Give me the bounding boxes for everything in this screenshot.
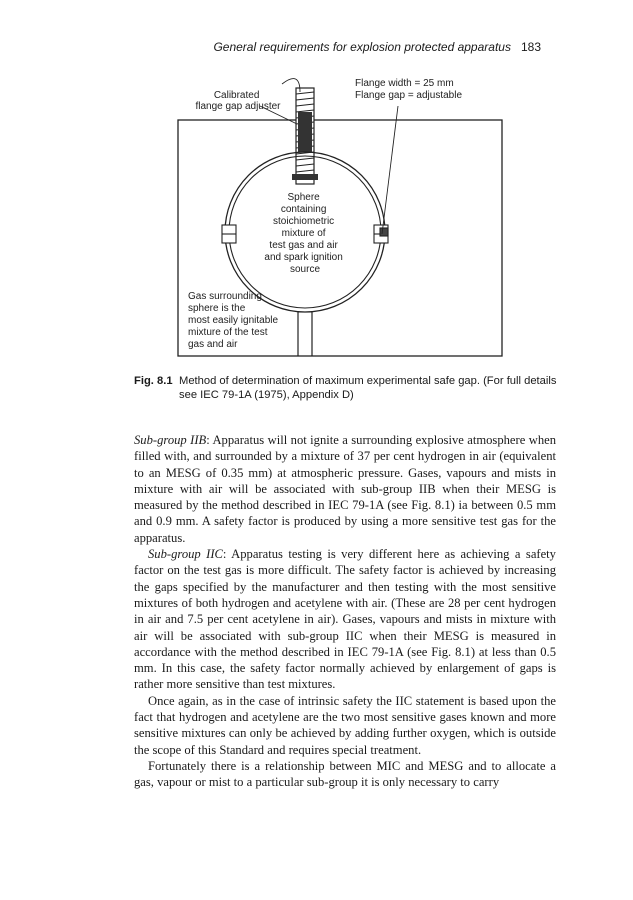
paragraph-iib-lead: Sub-group IIB: [134, 433, 207, 447]
label-sphere-2: containing: [280, 204, 327, 215]
label-adjuster-line2: flange gap adjuster: [195, 101, 281, 112]
figure-caption: [134, 374, 564, 402]
label-flange-width: Flange width = 25 mm: [355, 78, 454, 89]
running-title: General requirements for explosion protected apparatus: [213, 40, 511, 54]
label-gas-3: most easily ignitable: [188, 315, 279, 326]
label-sphere-6: and spark ignition: [264, 252, 343, 263]
page-number: 183: [520, 40, 541, 54]
figure-caption-text: Method of determination of maximum experimental safe gap. (For full details see IEC 79-1A (1975), Appendix D): [179, 375, 557, 401]
paragraph-iic-text: : Apparatus testing is very different here as achieving a safety factor on the test gas is more difficult. The safety factor is achieved by increasing the gaps specified by the manufacturer and then testing with the most sensitive mixtures of both hydrogen and acetylene with air. (These are 28 per cent hydrogen in air and 7.5 per cent acetylene in air). Gases, vapours and mists in mixture with air will be associated with sub-group IIC when their MESG is measured in accordance with the method described in IEC 79-1A (see Fig. 8.1) at less than 0.5 mm. In this case, the safety factor normally achieved by enlargement of gaps is rather more sensitive than test mixtures.: [134, 547, 556, 692]
label-flange-gap: Flange gap = adjustable: [355, 90, 463, 101]
label-sphere-5: test gas and air: [269, 240, 338, 251]
leader-lines: [260, 79, 398, 302]
paragraph-iic: [134, 546, 556, 693]
figure-caption-label: Fig. 8.1: [134, 375, 173, 387]
label-sphere-4: mixture of: [281, 228, 326, 239]
label-adjuster-line1: Calibrated: [213, 90, 260, 101]
svg-text:Flange width = 25 mm Flang: [355, 78, 462, 101]
mesg-apparatus-diagram: [0, 0, 633, 372]
label-gas-2: sphere is the: [188, 303, 246, 314]
paragraph-iib-text: : Apparatus will not ignite a surrounding explosive atmosphere when filled with, and surrounded by a mixture of 37 per cent hydrogen in air (equivalent to an MESG of 0.35 mm) at atmospheric pressure. Gases, vapours and mists in mixture with air will be associated with sub-group IIB when their MESG is measured by the method described in IEC 79-1A (see Fig. 8.1) ia between 0.5 mm and 0.9 mm. A safety factor is produced by using a more sensitive test gas for the apparatus.: [134, 433, 557, 545]
label-sphere-1: Sphere: [287, 192, 320, 203]
paragraph-once-again: Once again, as in the case of intrinsic safety the IIC statement is based upon the fact that hydrogen and acetylene are the two most sensitive gases known and more sensitive mixtures can only be achieved by adding further oxygen, which is outside the scope of this Standard and requires special treatment.: [134, 693, 556, 757]
flange-gap-adjuster-rod: [292, 88, 318, 184]
label-sphere-7: source: [289, 264, 321, 275]
paragraph-fortunately: Fortunately there is a relationship between MIC and MESG and to allocate a gas, vapour or mist to a particular sub-group it is only necessary to carry: [134, 758, 556, 790]
svg-text:Calibrated flange gap adju: [195, 90, 281, 112]
paragraph-iic-lead: Sub-group IIC: [148, 547, 223, 562]
body-text: [134, 432, 556, 791]
svg-text:Sphere containing stoi: [264, 192, 345, 275]
paragraph-iib: [134, 432, 556, 546]
label-gas-5: gas and air: [188, 339, 238, 350]
label-gas-1: Gas surrounding: [188, 291, 262, 302]
svg-text:Gas surrounding sphere is: [188, 291, 281, 350]
label-sphere-3: stoichiometric: [273, 216, 335, 227]
label-gas-4: mixture of the test: [188, 327, 268, 338]
lower-support-tube: [298, 311, 312, 356]
